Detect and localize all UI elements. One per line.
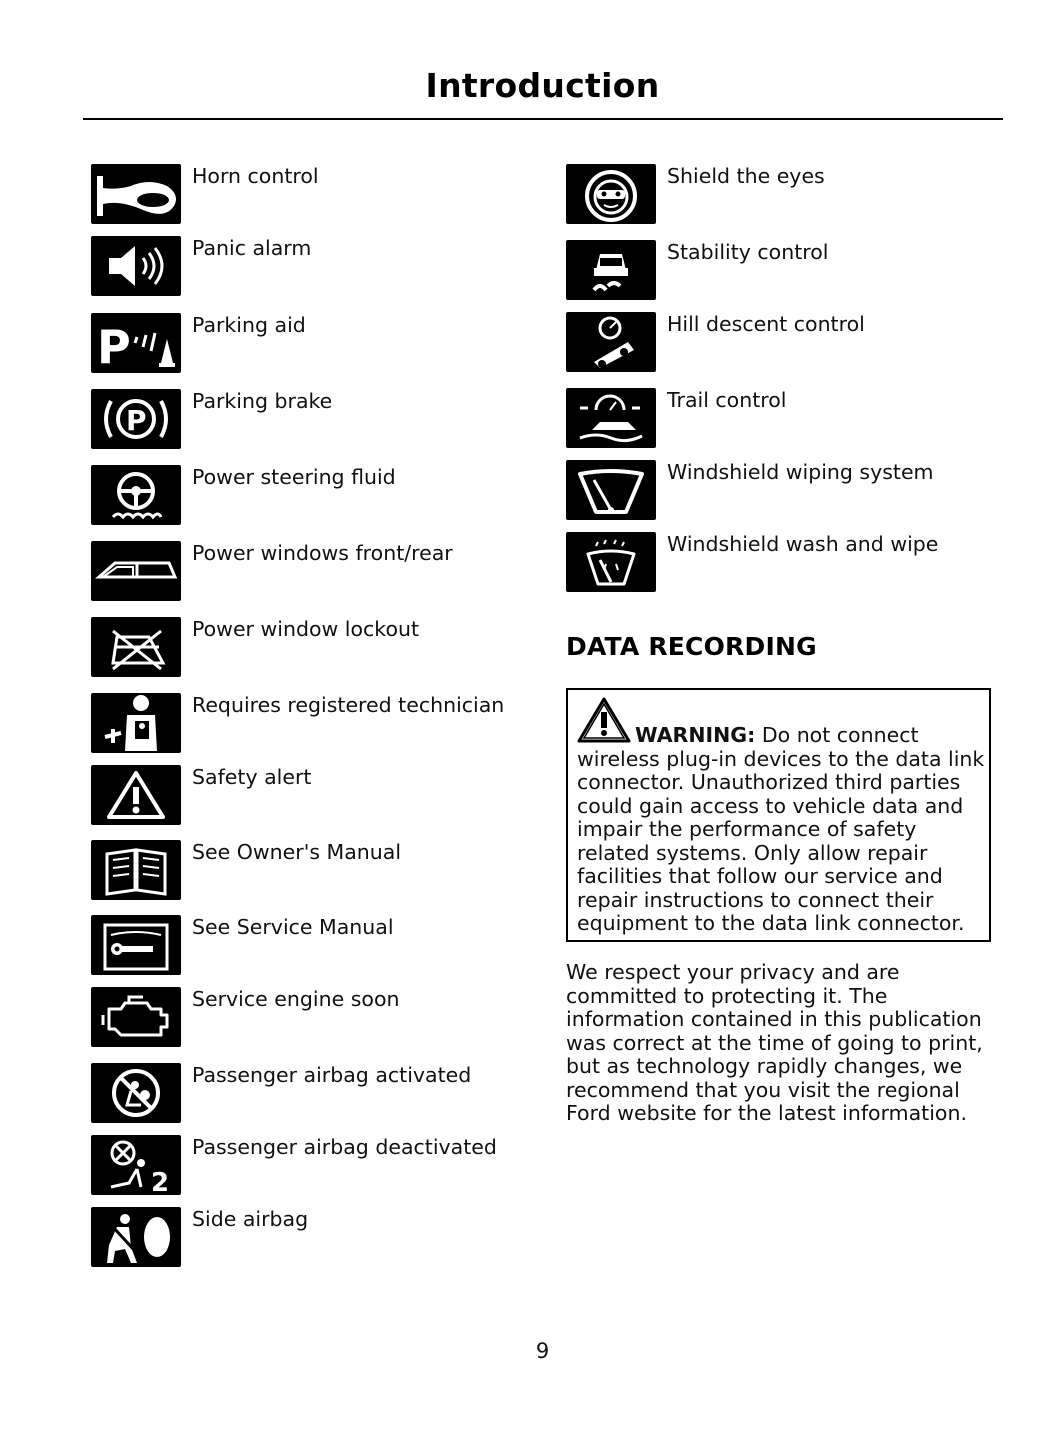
- symbol-label: Passenger airbag activated: [192, 1063, 472, 1087]
- symbol-label: Shield the eyes: [667, 164, 825, 188]
- wash-wipe-icon: [566, 532, 656, 592]
- owners-manual-icon: [91, 840, 181, 900]
- symbol-label: Service engine soon: [192, 987, 400, 1011]
- symbol-label: Horn control: [192, 164, 319, 188]
- symbol-label: Parking brake: [192, 389, 333, 413]
- warning-text: [577, 724, 989, 936]
- speaker-icon: [91, 236, 181, 296]
- page-title: Introduction: [425, 66, 660, 105]
- symbol-label: Parking aid: [192, 313, 306, 337]
- symbol-label: Side airbag: [192, 1207, 309, 1231]
- steering-wheel-fluid-icon: [91, 465, 181, 525]
- power-windows-icon: [91, 541, 181, 601]
- safety-alert-icon: [91, 765, 181, 825]
- symbol-label: See Owner's Manual: [192, 840, 402, 864]
- airbag-deactivated-icon: [91, 1135, 181, 1195]
- symbol-label: Windshield wash and wipe: [667, 532, 939, 556]
- svg-text:P: P: [126, 404, 147, 437]
- engine-icon: [91, 987, 181, 1047]
- trail-control-icon: [566, 388, 656, 448]
- symbol-label: Hill descent control: [667, 312, 865, 336]
- symbol-label: Power steering fluid: [192, 465, 396, 489]
- technician-icon: [91, 693, 181, 753]
- symbol-label: Stability control: [667, 240, 829, 264]
- stability-control-icon: [566, 240, 656, 300]
- symbol-label: Requires registered technician: [192, 693, 505, 717]
- airbag-activated-icon: [91, 1063, 181, 1123]
- section-heading-data-recording: DATA RECORDING: [566, 632, 817, 661]
- symbol-label: See Service Manual: [192, 915, 394, 939]
- parking-brake-icon: [91, 389, 181, 449]
- horn-icon: [91, 164, 181, 224]
- service-manual-icon: [91, 915, 181, 975]
- warning-box: [566, 688, 991, 942]
- symbol-label: Panic alarm: [192, 236, 312, 260]
- wiper-icon: [566, 460, 656, 520]
- window-lockout-icon: [91, 617, 181, 677]
- warning-body: Do not connect wireless plug-in devices to the data link connector. Unauthorized third parties could gain access to vehicle data and impair the performance of safety related systems. Only allow repair facilities that follow our service and repair instructions to connect their equipment to the data link connector.: [577, 723, 985, 935]
- hill-descent-icon: [566, 312, 656, 372]
- privacy-paragraph: We respect your privacy and are committed to protecting it. The information contained in this publication was correct at the time of going to print, but as technology rapidly changes, we recommend that you visit the regional Ford website for the latest information.: [566, 960, 983, 1125]
- svg-text:P: P: [97, 320, 131, 373]
- title-divider: [83, 118, 1003, 120]
- side-airbag-icon: [91, 1207, 181, 1267]
- symbol-label: Windshield wiping system: [667, 460, 934, 484]
- svg-text:2: 2: [151, 1168, 170, 1195]
- page-number: 9: [535, 1339, 550, 1363]
- symbol-label: Power window lockout: [192, 617, 420, 641]
- symbol-label: Safety alert: [192, 765, 312, 789]
- warning-label: WARNING:: [635, 723, 756, 747]
- symbol-label: Power windows front/rear: [192, 541, 453, 565]
- symbol-label: Trail control: [667, 388, 787, 412]
- symbol-label: Passenger airbag deactivated: [192, 1135, 497, 1159]
- goggles-icon: [566, 164, 656, 224]
- parking-aid-icon: [91, 313, 181, 373]
